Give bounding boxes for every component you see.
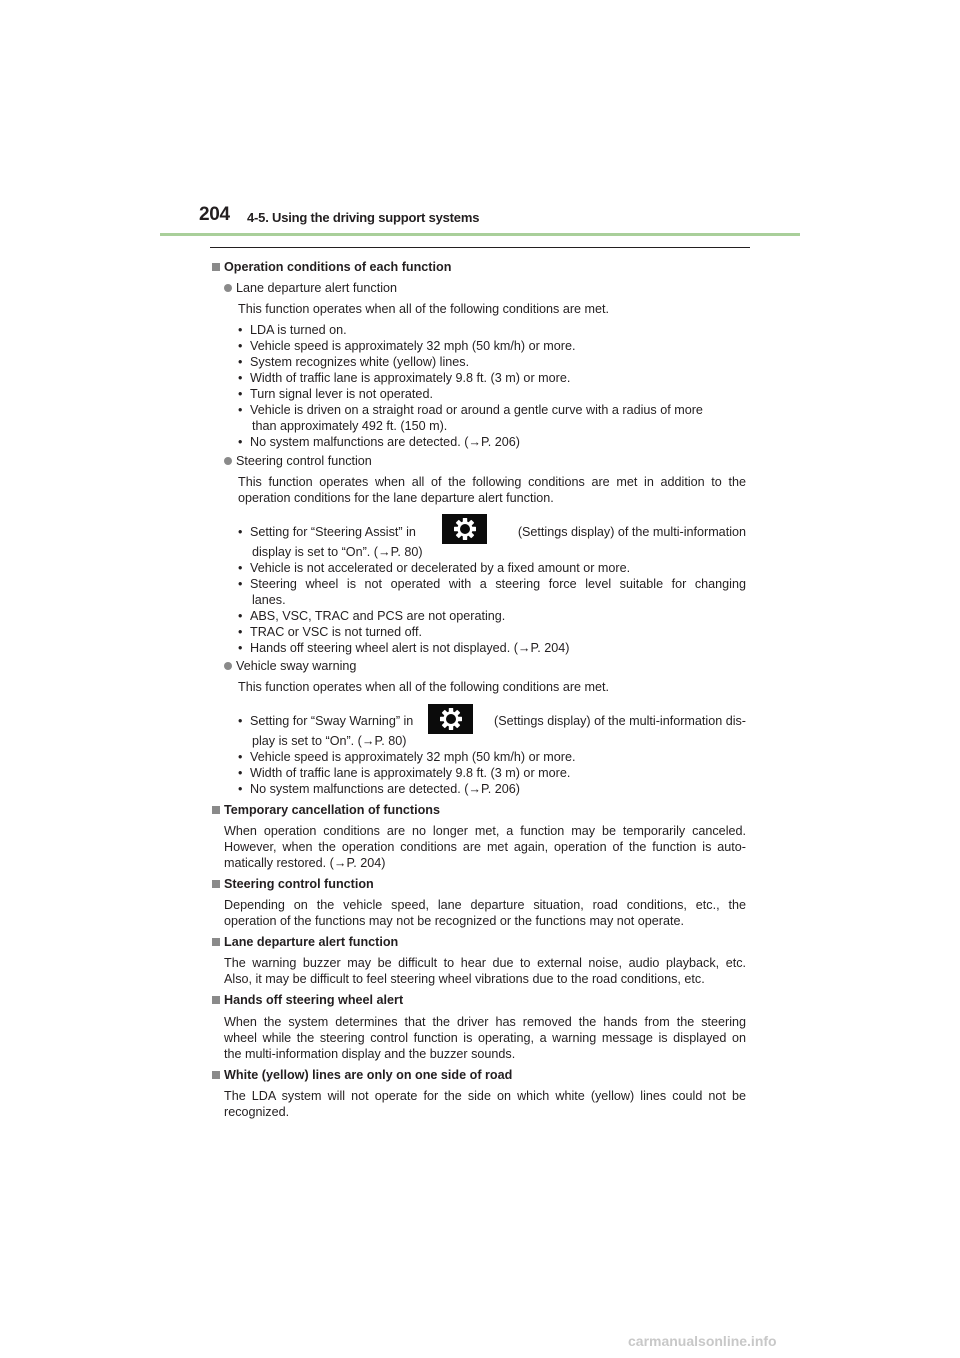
heading-hands-off: Hands off steering wheel alert <box>212 992 403 1008</box>
list-item: • LDA is turned on. <box>238 323 347 337</box>
hands-off-line3: the multi-information display and the buzzer sounds. <box>224 1047 516 1061</box>
section-title: 4-5. Using the driving support systems <box>247 210 480 225</box>
lda-intro: This function operates when all of the following conditions are met. <box>238 302 610 316</box>
temporary-cancel-line3: matically restored. (→P. 204) <box>224 856 386 870</box>
lane-departure-line1: The warning buzzer may be difficult to hear due to external noise, audio playback, etc. <box>224 956 746 970</box>
list-item: • Vehicle is not accelerated or decelerated by a fixed amount or more. <box>238 561 631 575</box>
circle-bullet-icon <box>224 457 232 465</box>
list-item-continuation: than approximately 492 ft. (150 m). <box>252 419 448 433</box>
subheading-sway: Vehicle sway warning <box>224 658 356 674</box>
list-item: • Width of traffic lane is approximately 9.8 ft. (3 m) or more. <box>238 371 571 385</box>
temporary-cancel-line1: When operation conditions are no longer met, a function may be temporarily canceled. <box>224 824 746 838</box>
one-side-line1: The LDA system will not operate for the side on which white (yellow) lines could not be <box>224 1089 746 1103</box>
heading-steering-control: Steering control function <box>212 876 374 892</box>
list-item: • No system malfunctions are detected. (→P. 206) <box>238 782 520 796</box>
square-bullet-icon <box>212 938 220 946</box>
heading-lane-departure: Lane departure alert function <box>212 934 398 950</box>
heading-operation-conditions: Operation conditions of each function <box>212 259 451 275</box>
lane-departure-line2: Also, it may be difficult to feel steering wheel vibrations due to the road conditions, etc. <box>224 972 705 986</box>
page-number: 204 <box>199 204 230 225</box>
steering-control-line1: Depending on the vehicle speed, lane departure situation, road conditions, etc., the <box>224 898 746 912</box>
steering-control-line2: operation of the functions may not be recognized or the functions may not operate. <box>224 914 684 928</box>
list-item: • Vehicle is driven on a straight road or around a gentle curve with a radius of more <box>238 403 703 417</box>
watermark: carmanualsonline.info <box>628 1333 777 1349</box>
list-item: • Vehicle speed is approximately 32 mph (50 km/h) or more. <box>238 339 576 353</box>
heading-temporary-cancellation: Temporary cancellation of functions <box>212 802 440 818</box>
temporary-cancel-line2: However, when the operation conditions are met again, operation of the function is auto- <box>224 840 746 854</box>
list-item: • Steering wheel is not operated with a steering force level suitable for changing <box>238 577 746 591</box>
subheading-lda: Lane departure alert function <box>224 280 397 296</box>
sway-intro: This function operates when all of the following conditions are met. <box>238 680 610 694</box>
circle-bullet-icon <box>224 284 232 292</box>
sway-b1-post: (Settings display) of the multi-information dis- <box>494 714 746 728</box>
steering-b1-post: (Settings display) of the multi-information <box>517 525 746 539</box>
list-item: • Turn signal lever is not operated. <box>238 387 433 401</box>
gear-icon <box>428 704 473 734</box>
square-bullet-icon <box>212 806 220 814</box>
circle-bullet-icon <box>224 662 232 670</box>
list-item-continuation: display is set to “On”. (→P. 80) <box>252 545 423 559</box>
subheading-steering: Steering control function <box>224 453 372 469</box>
steering-intro-line1: This function operates when all of the following conditions are met in addition to the <box>238 475 746 489</box>
list-item-continuation: play is set to “On”. (→P. 80) <box>252 734 407 748</box>
steering-intro-line2: operation conditions for the lane departure alert function. <box>238 491 554 505</box>
list-item: • Hands off steering wheel alert is not displayed. (→P. 204) <box>238 641 570 655</box>
list-item: • Width of traffic lane is approximately 9.8 ft. (3 m) or more. <box>238 766 571 780</box>
list-item-continuation: lanes. <box>252 593 286 607</box>
one-side-line2: recognized. <box>224 1105 290 1119</box>
heading-one-side-lines: White (yellow) lines are only on one side of road <box>212 1067 512 1083</box>
list-item: • Setting for “Steering Assist” in <box>238 525 416 539</box>
hands-off-line1: When the system determines that the driver has removed the hands from the steering <box>224 1015 746 1029</box>
list-item: • System recognizes white (yellow) lines. <box>238 355 470 369</box>
gear-icon <box>442 514 487 544</box>
hands-off-line2: wheel while the steering control function is operating, a warning message is displayed on <box>224 1031 746 1045</box>
header-rule <box>160 233 800 236</box>
list-item: • ABS, VSC, TRAC and PCS are not operating. <box>238 609 506 623</box>
list-item: • TRAC or VSC is not turned off. <box>238 625 422 639</box>
list-item: • Vehicle speed is approximately 32 mph (50 km/h) or more. <box>238 750 576 764</box>
list-item: • No system malfunctions are detected. (→P. 206) <box>238 435 520 449</box>
square-bullet-icon <box>212 1071 220 1079</box>
list-item: • Setting for “Sway Warning” in <box>238 714 414 728</box>
square-bullet-icon <box>212 996 220 1004</box>
square-bullet-icon <box>212 880 220 888</box>
square-bullet-icon <box>212 263 220 271</box>
section-rule <box>210 247 750 248</box>
